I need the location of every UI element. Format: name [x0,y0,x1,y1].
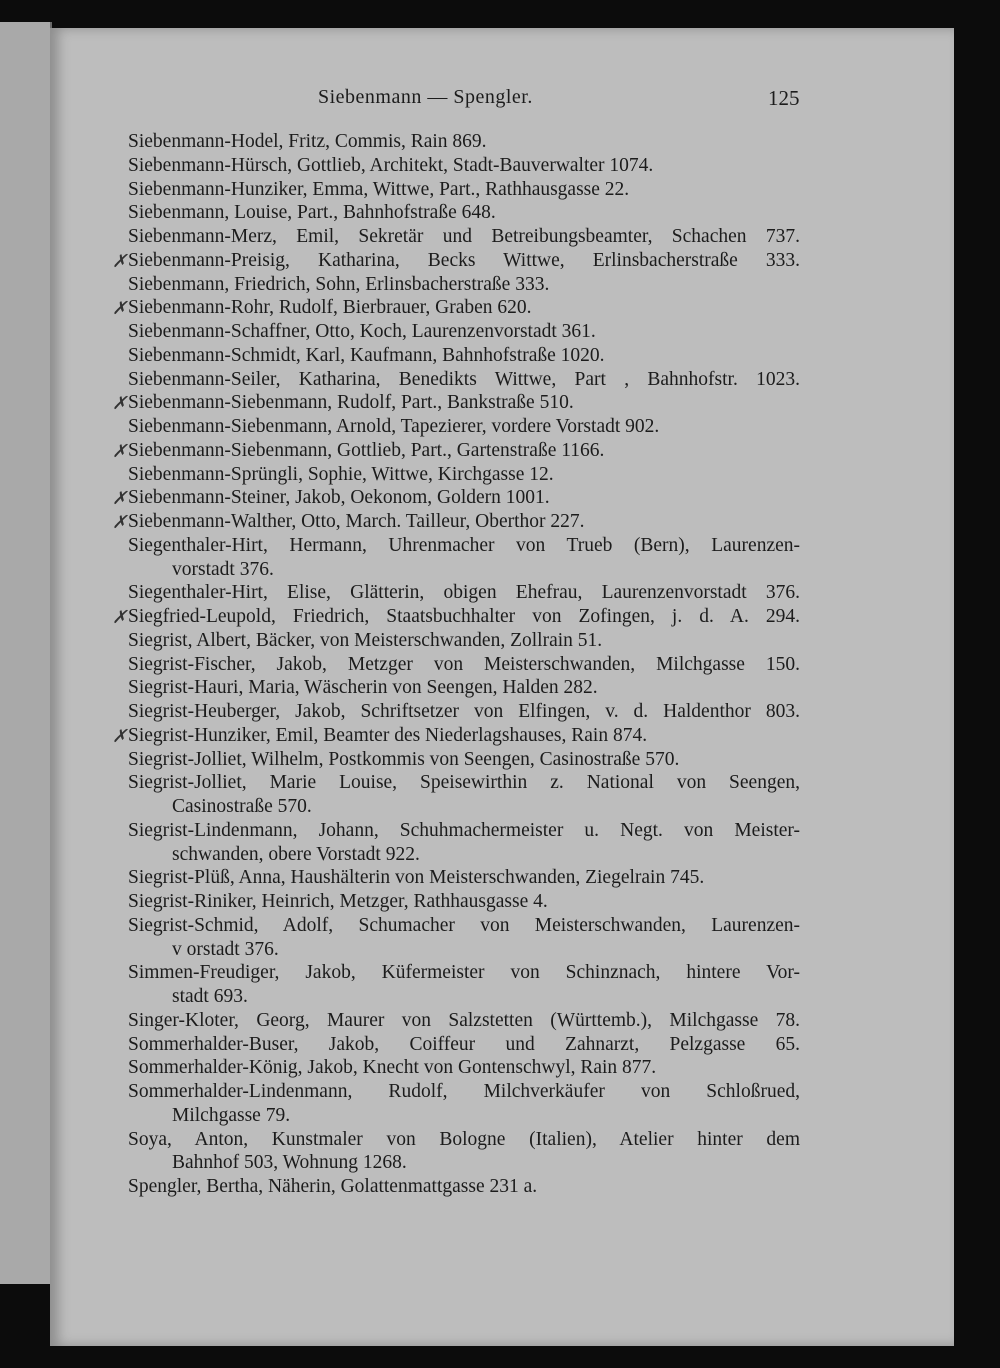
directory-entry [128,748,800,772]
entry-text: Siegrist, Albert, Bäcker, von Meisterschwanden, Zollrain 51. [128,629,603,651]
entry-text: Siegrist-Heuberger, Jakob, Schriftsetzer von Elfingen, v. d. Haldenthor 803. [128,701,800,722]
entry-text: Siegrist-Jolliet, Marie Louise, Speisewirthin z. National von Seengen, [128,772,800,794]
directory-entry [112,510,800,534]
handwritten-x-mark-icon: ✗ [112,298,128,319]
directory-entry [128,653,800,677]
entry-continuation-line [172,558,800,582]
directory-entry [112,724,800,748]
entry-text: Siegrist-Fischer, Jakob, Metzger von Meisterschwanden, Milchgasse 150. [128,653,800,675]
entry-text: schwanden, obere Vorstadt 922. [172,843,420,865]
directory-entry [128,961,800,985]
directory-entry [128,344,800,368]
handwritten-x-mark-icon: ✗ [112,607,128,627]
entry-text: Milchgasse 79. [172,1104,291,1126]
entry-text: Sommerhalder-Buser, Jakob, Coiffeur und Zahnarzt, Pelzgasse 65. [128,1033,800,1055]
entry-text: Siegrist-Riniker, Heinrich, Metzger, Rathhausgasse 4. [128,891,548,912]
directory-entry [128,1080,800,1104]
handwritten-x-mark-icon: ✗ [112,250,128,271]
entry-text: Siebenmann-Sprüngli, Sophie, Wittwe, Kirchgasse 12. [128,463,554,485]
directory-entry [128,463,800,487]
directory-entry [112,486,800,510]
entry-text: Siebenmann-Seiler, Katharina, Benedikts Wittwe, Part , Bahnhofstr. 1023. [128,368,800,390]
entry-text: Siebenmann-Siebenmann, Arnold, Tapezierer, vordere Vorstadt 902. [128,416,660,437]
entry-text: Siebenmann-Hunziker, Emma, Wittwe, Part., Rathhausgasse 22. [128,178,630,200]
entry-text: Soya, Anton, Kunstmaler von Bologne (Italien), Atelier hinter dem [128,1128,800,1150]
entry-text: Siegrist-Hunziker, Emil, Beamter des Niederlagshauses, Rain 874. [128,724,648,746]
handwritten-x-mark-icon: ✗ [112,488,128,509]
entry-text: Simmen-Freudiger, Jakob, Küfermeister von Schinznach, hintere Vor- [128,962,800,984]
entry-text: Siebenmann-Schmidt, Karl, Kaufmann, Bahnhofstraße 1020. [128,344,605,366]
entry-text: Siebenmann-Schaffner, Otto, Koch, Laurenzenvorstadt 361. [128,321,596,342]
entry-continuation-line [172,843,800,867]
entry-continuation-line [172,985,800,1009]
entry-text: Siegenthaler-Hirt, Elise, Glätterin, obigen Ehefrau, Laurenzenvorstadt 376. [128,582,800,604]
entry-text: Siebenmann-Steiner, Jakob, Oekonom, Goldern 1001. [128,487,550,509]
entry-text: Sommerhalder-Lindenmann, Rudolf, Milchverkäufer von Schloßrued, [128,1081,800,1102]
directory-entry [128,368,800,392]
directory-entry [128,866,800,890]
directory-entry [128,890,800,914]
entry-text: Siebenmann-Siebenmann, Gottlieb, Part., Gartenstraße 1166. [128,439,605,461]
directory-entry [128,914,800,938]
handwritten-x-mark-icon: ✗ [112,393,128,414]
entry-text: Bahnhof 503, Wohnung 1268. [172,1152,407,1174]
entry-text: Siebenmann, Louise, Part., Bahnhofstraße 648. [128,202,496,224]
entry-text: Spengler, Bertha, Näherin, Golattenmattgasse 231 a. [128,1176,538,1197]
directory-entry [128,225,800,249]
entry-text: Singer-Kloter, Georg, Maurer von Salzstetten (Württemb.), Milchgasse 78. [128,1009,800,1031]
entry-text: Siegrist-Jolliet, Wilhelm, Postkommis von Seengen, Casinostraße 570. [128,748,680,770]
page-number: 125 [768,86,800,110]
entry-text: Casinostraße 570. [172,796,312,817]
entry-text: Siegrist-Plüß, Anna, Haushälterin von Meisterschwanden, Ziegelrain 745. [128,867,705,889]
entry-continuation-line [172,1151,800,1175]
directory-entry [128,154,800,178]
entry-text: Sommerhalder-König, Jakob, Knecht von Gontenschwyl, Rain 877. [128,1057,657,1079]
page-header [0,86,1000,112]
directory-entry [128,1009,800,1033]
entry-text: stadt 693. [172,986,248,1007]
directory-entry [128,1128,800,1152]
directory-entry [128,819,800,843]
directory-entry [128,1033,800,1057]
entry-text: Siebenmann-Walther, Otto, March. Tailleur, Oberthor 227. [128,511,585,532]
entry-text: vorstadt 376. [172,558,274,580]
entry-text: Siebenmann-Hodel, Fritz, Commis, Rain 869. [128,131,487,152]
handwritten-x-mark-icon: ✗ [112,512,128,532]
handwritten-x-mark-icon: ✗ [112,440,128,461]
entry-continuation-line [172,1104,800,1128]
handwritten-x-mark-icon: ✗ [112,725,128,746]
directory-entry [128,700,800,724]
entry-text: Siegrist-Schmid, Adolf, Schumacher von Meisterschwanden, Laurenzen- [128,914,800,936]
entry-text: Siegrist-Hauri, Maria, Wäscherin von Seengen, Halden 282. [128,677,598,699]
directory-entry [128,178,800,202]
entry-text: Siegrist-Lindenmann, Johann, Schuhmachermeister u. Negt. von Meister- [128,819,800,841]
entry-text: v orstadt 376. [172,938,279,960]
entry-text: Siegenthaler-Hirt, Hermann, Uhrenmacher von Trueb (Bern), Laurenzen- [128,534,800,556]
entry-continuation-line [172,795,800,819]
directory-entry [128,534,800,558]
directory-entry [128,1056,800,1080]
entry-text: Siebenmann-Siebenmann, Rudolf, Part., Bankstraße 510. [128,392,574,414]
directory-entry [128,771,800,795]
running-head: Siebenmann — Spengler. [318,86,533,108]
entry-text: Siebenmann-Merz, Emil, Sekretär und Betreibungsbeamter, Schachen 737. [128,226,800,247]
directory-entry [112,296,800,320]
directory-entry [128,629,800,653]
directory-entry [128,273,800,297]
directory-entry [112,605,800,629]
directory-entry [128,415,800,439]
entry-text: Siebenmann-Preisig, Katharina, Becks Wittwe, Erlinsbacherstraße 333. [128,249,800,271]
entry-text: Siebenmann, Friedrich, Sohn, Erlinsbacherstraße 333. [128,273,550,295]
directory-entry [112,439,800,463]
directory-entry [128,201,800,225]
directory-entry [112,249,800,273]
entry-continuation-line [172,938,800,962]
directory-entry [128,320,800,344]
directory-entry [128,1175,800,1199]
previous-page-edge [0,22,52,1284]
directory-entry [128,581,800,605]
entry-text: Siebenmann-Hürsch, Gottlieb, Architekt, Stadt-Bauverwalter 1074. [128,154,654,176]
directory-entry [128,676,800,700]
directory-entry [128,130,800,154]
entry-text: Siegfried-Leupold, Friedrich, Staatsbuchhalter von Zofingen, j. d. A. 294. [128,606,800,627]
directory-entry [112,391,800,415]
entry-text: Siebenmann-Rohr, Rudolf, Bierbrauer, Graben 620. [128,297,532,319]
